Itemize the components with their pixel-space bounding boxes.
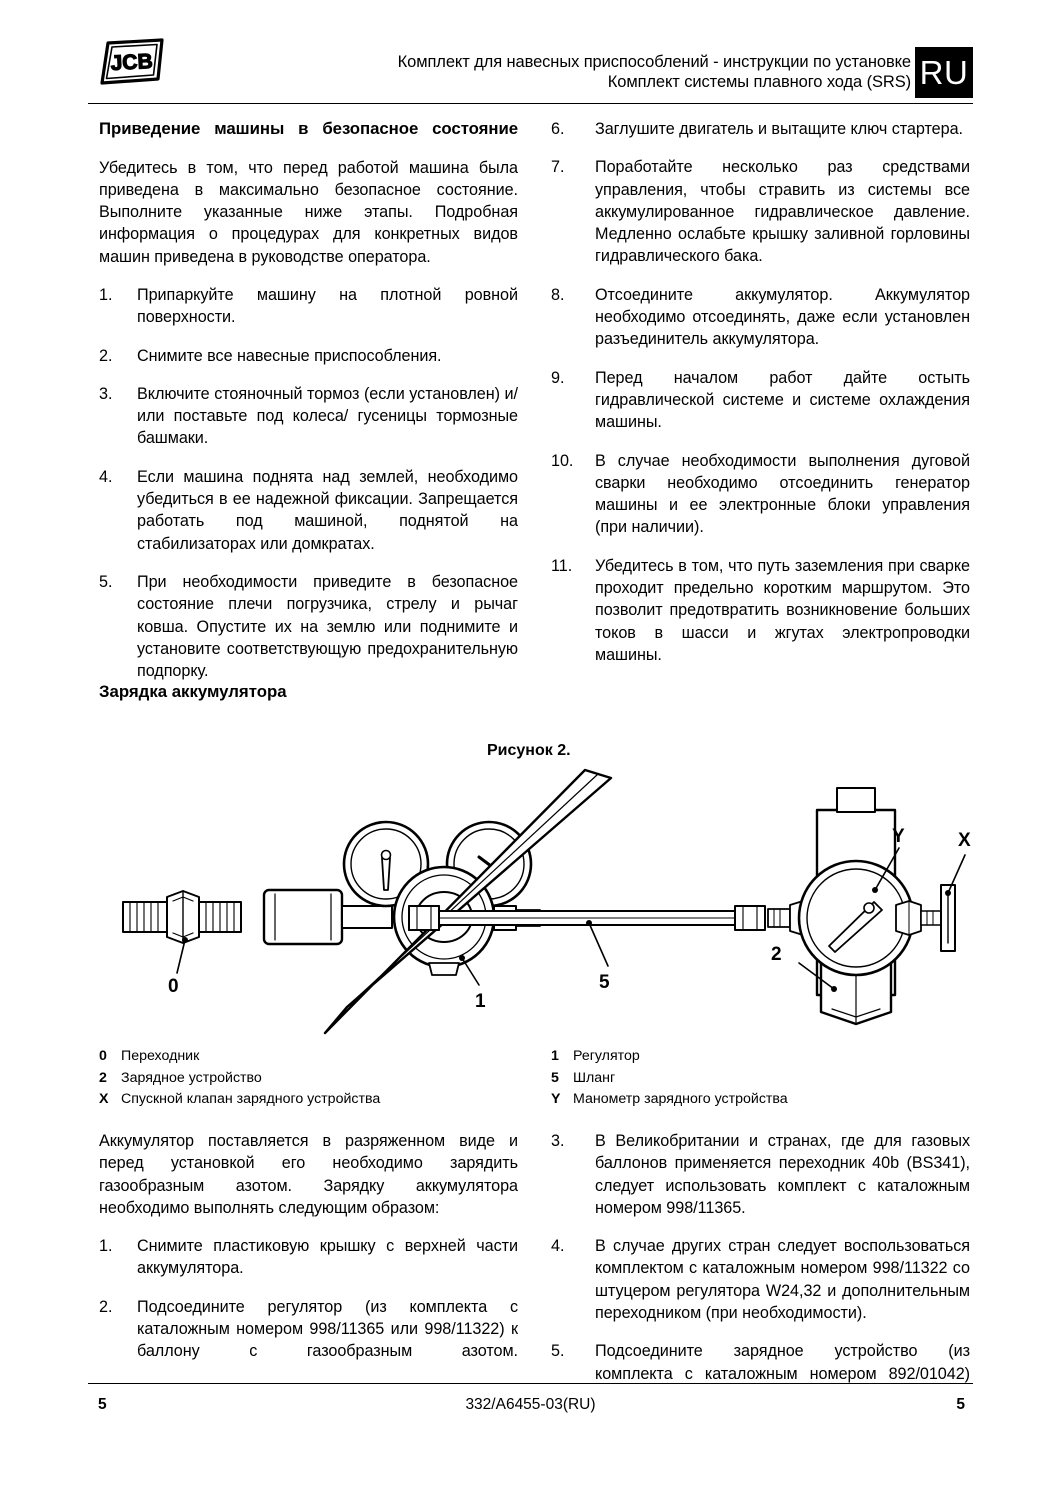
callout-label-Y: Y — [892, 826, 905, 847]
list-item-text: Заглушите двигатель и вытащите ключ стартера. — [595, 120, 963, 138]
legend-key: 0 — [99, 1048, 107, 1064]
list-item-number: 3. — [551, 1132, 565, 1150]
legend-label: Шланг — [573, 1069, 616, 1086]
document-id: 332/A6455-03(RU) — [465, 1396, 596, 1413]
list-item-text: В случае необходимости выполнения дуговой сварки необходимо отсоединить генератор машины и ее электронные блоки управления (при наличии). — [595, 451, 970, 537]
list-item — [99, 284, 518, 329]
legend-key: X — [99, 1091, 109, 1107]
legend-row — [99, 1046, 529, 1068]
figure-section-heading: Зарядка аккумулятора — [99, 682, 287, 701]
list-item-number: 1. — [99, 1237, 113, 1256]
left-intro-paragraph: Убедитесь в том, что перед работой машина была приведена в максимально безопасное состояние. Выполните указанные ниже этапы. Подробная информация о процедурах для конкретных видов машин приведена в руководстве оператора. — [99, 158, 518, 266]
list-item-number: 5. — [551, 1342, 565, 1361]
list-item-text: Перед началом работ дайте остыть гидравлической системе и системе охлаждения машины. — [595, 368, 970, 432]
legend-key: 5 — [551, 1069, 559, 1086]
charging-steps-list-part2 — [551, 1130, 970, 1385]
figure-caption: Рисунок 2. — [487, 742, 571, 759]
list-item — [551, 1130, 970, 1219]
legend-label: Манометр зарядного устройства — [573, 1091, 788, 1107]
list-item-text: Припаркуйте машину на плотной ровной поверхности. — [137, 285, 518, 327]
legend-key: 2 — [99, 1069, 107, 1086]
list-item-text: Включите стояночный тормоз (если установлен) и/или поставьте под колеса/ гусеницы тормозные башмаки. — [137, 384, 518, 448]
list-item-text: Подсоедините зарядное устройство (из комплекта с каталожным номером 892/01042) — [595, 1342, 970, 1383]
jcb-logo — [96, 38, 170, 86]
page-footer — [88, 1396, 973, 1420]
legend-column-1 — [99, 1046, 529, 1111]
list-item — [551, 284, 970, 351]
page-number-right: 5 — [956, 1396, 965, 1413]
regulator-charging-diagram — [99, 760, 979, 1035]
legend-row — [551, 1046, 971, 1068]
list-item — [551, 450, 970, 539]
list-item-number: 7. — [551, 158, 565, 177]
header-title-line-1: Комплект для навесных приспособлений - инструкции по установке — [397, 53, 911, 71]
list-item-number: 5. — [99, 572, 113, 591]
list-item-number: 6. — [551, 120, 565, 138]
legend-row — [551, 1068, 971, 1090]
list-item-number: 2. — [99, 1297, 113, 1316]
header-divider — [88, 103, 973, 104]
legend-label: Зарядное устройство — [121, 1069, 262, 1086]
regulator-part — [264, 770, 611, 1033]
list-item-number: 8. — [551, 285, 565, 304]
charging-unit-part — [768, 788, 955, 1024]
list-item-number: 1. — [99, 285, 113, 304]
list-item-number: 10. — [551, 451, 574, 470]
list-item — [551, 156, 970, 267]
svg-text:JCB: JCB — [110, 49, 154, 76]
list-item-text: В случае других стран следует воспользоваться комплектом с каталожным номером 998/11322 со штуцером регулятора W24,32 и дополнительным переходником (при необходимости). — [595, 1237, 970, 1323]
callout-label-5: 5 — [599, 972, 610, 993]
right-column — [551, 118, 970, 666]
list-item-text: При необходимости приведите в безопасное состояние плечи погрузчика, стрелу и рычаг ковша. Опустите их на землю или поднимите и установите соответствующую предохранительную подпорку. — [137, 572, 518, 681]
legend-label: Переходник — [121, 1048, 200, 1064]
language-badge: RU — [915, 47, 973, 98]
legend-key: Y — [551, 1091, 561, 1107]
legend-row — [99, 1089, 529, 1111]
left-section-heading: Приведение машины в безопасное состояние — [99, 119, 518, 138]
header-title-line-2: Комплект системы плавного хода (SRS) — [607, 73, 911, 91]
callout-5 — [586, 920, 608, 966]
list-item-text: В Великобритании и странах, где для газовых баллонов применяется переходник 40b (BS341), следует использовать комплект с каталожным номером 998/11365. — [595, 1132, 970, 1217]
bottom-left-column — [99, 1130, 518, 1363]
list-item-number: 11. — [551, 556, 573, 575]
legend-column-2 — [551, 1046, 971, 1111]
list-item — [551, 555, 970, 666]
list-item-number: 4. — [99, 467, 113, 486]
legend-label: Спускной клапан зарядного устройства — [121, 1091, 381, 1107]
list-item — [99, 571, 518, 682]
list-item-number: 9. — [551, 368, 565, 387]
safety-steps-list-part1 — [99, 284, 518, 682]
charging-steps-list-part1 — [99, 1235, 518, 1362]
callout-label-X: X — [958, 830, 971, 851]
list-item — [551, 1340, 970, 1385]
left-column — [99, 118, 518, 682]
callout-label-0: 0 — [168, 976, 179, 997]
list-item — [99, 466, 518, 555]
list-item-text: Подсоедините регулятор (из комплекта с каталожным номером 998/11365 или 998/11322) к баллону с газообразным азотом. — [137, 1297, 518, 1361]
list-item-text: Убедитесь в том, что путь заземления при сварке проходит предельно коротким маршрутом. Это позволит предотвратить возникновение больших токов в шасси и жгутах электропроводки машины. — [595, 556, 970, 664]
bottom-right-column — [551, 1130, 970, 1385]
legend-label: Регулятор — [573, 1048, 640, 1064]
header-title-block — [398, 52, 911, 92]
legend-row — [551, 1089, 971, 1111]
charging-intro-paragraph: Аккумулятор поставляется в разряженном виде и перед установкой его необходимо зарядить газообразным азотом. Зарядку аккумулятора необходимо выполнять следующим образом: — [99, 1132, 518, 1217]
page-number-left: 5 — [98, 1396, 107, 1413]
list-item-text: Снимите все навесные приспособления. — [137, 346, 442, 365]
list-item-text: Снимите пластиковую крышку с верхней части аккумулятора. — [137, 1237, 518, 1278]
legend-row — [99, 1068, 529, 1090]
list-item — [99, 1296, 518, 1363]
callout-label-1: 1 — [475, 991, 486, 1012]
list-item-number: 2. — [99, 346, 113, 365]
list-item-number: 3. — [99, 384, 113, 403]
list-item-text: Если машина поднята над землей, необходимо убедиться в ее надежной фиксации. Запрещается работать под машиной, поднятой на стабилизаторах или домкратах. — [137, 467, 518, 553]
list-item — [99, 383, 518, 450]
list-item-number: 4. — [551, 1237, 565, 1256]
list-item — [99, 1235, 518, 1280]
legend-key: 1 — [551, 1048, 559, 1064]
list-item — [99, 345, 518, 367]
list-item-text: Отсоедините аккумулятор. Аккумулятор необходимо отсоединять, даже если установлен разъединитель аккумулятора. — [595, 285, 970, 349]
safety-steps-list-part2 — [551, 118, 970, 666]
list-item — [551, 367, 970, 434]
list-item — [551, 1235, 970, 1324]
footer-divider — [88, 1383, 973, 1384]
page-header — [88, 30, 973, 104]
adapter-part — [123, 891, 241, 943]
list-item — [551, 118, 970, 140]
list-item-text: Поработайте несколько раз средствами управления, чтобы стравить из системы все аккумулированное гидравлическое давление. Медленно ослабьте крышку заливной горловины гидравлического бака. — [595, 158, 970, 266]
callout-label-2: 2 — [771, 944, 782, 965]
